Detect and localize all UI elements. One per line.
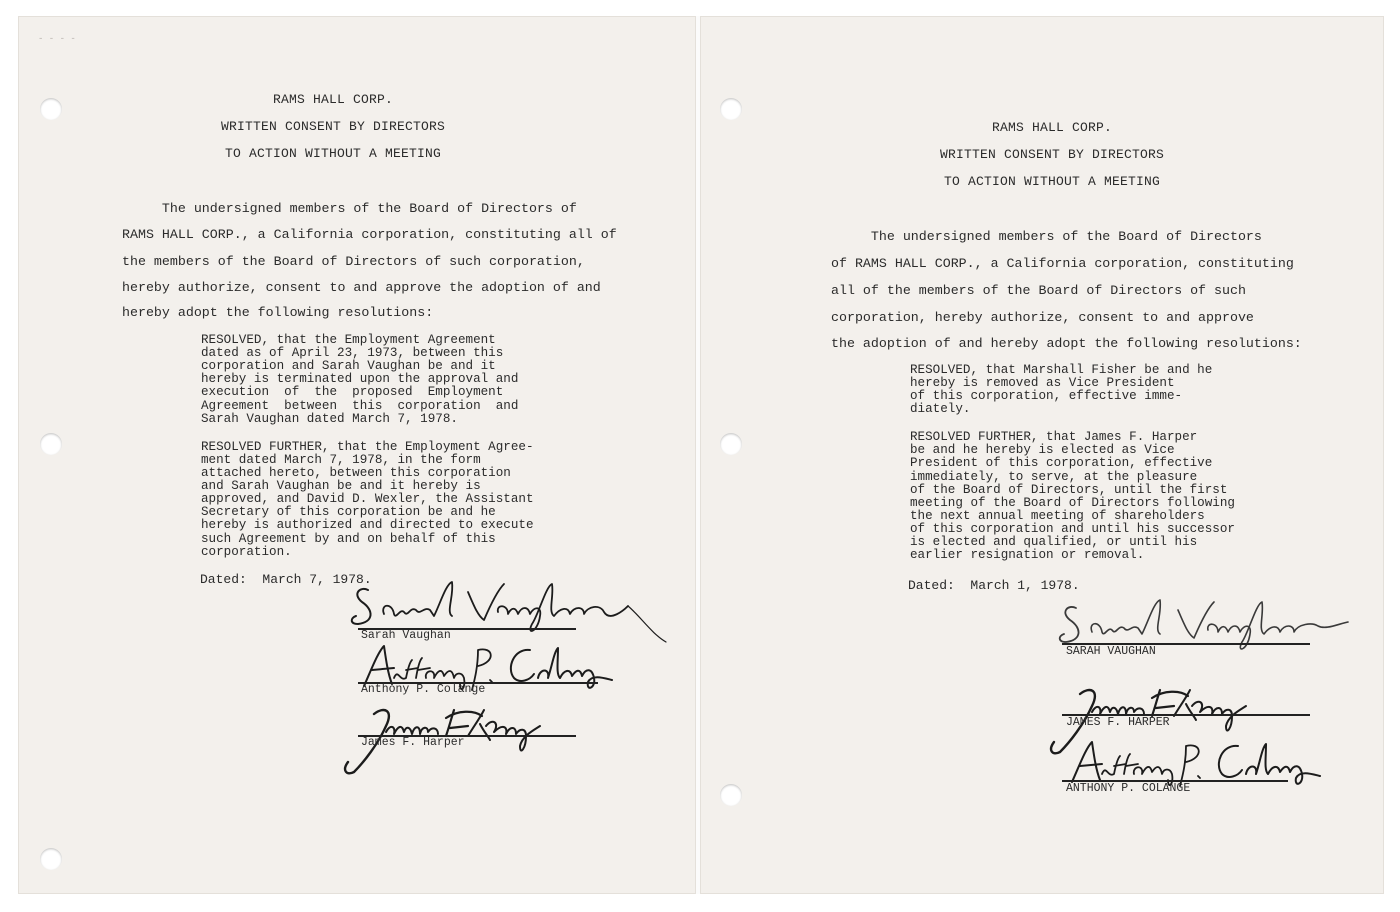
punch-hole (40, 433, 62, 455)
document-page-left (18, 16, 696, 894)
document-page-right (700, 16, 1384, 894)
resolution-line: RESOLVED FURTHER, that the Employment Agree- (201, 440, 534, 454)
resolution-line: hereby is removed as Vice President (910, 376, 1175, 390)
punch-hole (40, 848, 62, 870)
resolution-line: hereby is terminated upon the approval and (201, 372, 519, 386)
signer-name: ANTHONY P. COLANGE (1066, 782, 1191, 795)
resolution-line: ment dated March 7, 1978, in the form (201, 453, 481, 467)
intro-line: corporation, hereby authorize, consent to and approve (831, 310, 1254, 325)
document-subtitle: TO ACTION WITHOUT A MEETING (943, 174, 1161, 189)
resolution-line: and Sarah Vaughan be and it hereby is (201, 479, 481, 493)
signer-name: JAMES F. HARPER (1066, 716, 1170, 729)
punch-hole (720, 784, 742, 806)
resolution-line: of this corporation, effective imme- (910, 389, 1183, 403)
resolution-line: of the Board of Directors, until the first (910, 483, 1228, 497)
resolution-line: President of this corporation, effective (910, 456, 1213, 470)
resolution-line: of this corporation and until his successor (910, 522, 1235, 536)
company-title: RAMS HALL CORP. (272, 92, 394, 107)
corner-mark: - - - - (38, 34, 76, 44)
resolution-line: approved, and David D. Wexler, the Assistant (201, 492, 534, 506)
intro-line: RAMS HALL CORP., a California corporation, constituting all of (122, 227, 617, 242)
signer-name: James F. Harper (361, 736, 465, 749)
intro-line: all of the members of the Board of Directors of such (831, 283, 1246, 298)
intro-line: The undersigned members of the Board of Directors of (122, 201, 577, 216)
document-title: WRITTEN CONSENT BY DIRECTORS (220, 119, 446, 134)
signer-name: Sarah Vaughan (361, 629, 451, 642)
resolution-line: Agreement between this corporation and (201, 399, 519, 413)
intro-line: of RAMS HALL CORP., a California corporation, constituting (831, 256, 1294, 271)
resolution-line: RESOLVED FURTHER, that James F. Harper (910, 430, 1198, 444)
resolution-line: hereby is authorized and directed to execute (201, 518, 534, 532)
resolution-line: dated as of April 23, 1973, between this (201, 346, 504, 360)
resolution-line: corporation. (201, 545, 292, 559)
resolution-line: Secretary of this corporation be and he (201, 505, 496, 519)
resolution-line: be and he hereby is elected as Vice (910, 443, 1175, 457)
resolution-line: corporation and Sarah Vaughan be and it (201, 359, 496, 373)
document-title: WRITTEN CONSENT BY DIRECTORS (939, 147, 1165, 162)
resolution-line: RESOLVED, that the Employment Agreement (201, 333, 496, 347)
intro-line: The undersigned members of the Board of Directors (831, 229, 1262, 244)
dated-line: Dated: March 7, 1978. (200, 572, 372, 587)
resolution-line: Sarah Vaughan dated March 7, 1978. (201, 412, 458, 426)
company-title: RAMS HALL CORP. (991, 120, 1113, 135)
document-subtitle: TO ACTION WITHOUT A MEETING (224, 146, 442, 161)
resolution-line: earlier resignation or removal. (910, 548, 1145, 562)
resolution-line: immediately, to serve, at the pleasure (910, 470, 1198, 484)
dated-line: Dated: March 1, 1978. (908, 578, 1080, 593)
intro-line: the members of the Board of Directors of such corporation, (122, 254, 585, 269)
resolution-line: diately. (910, 402, 971, 416)
signer-name: Anthony P. Colange (361, 683, 486, 696)
resolution-line: meeting of the Board of Directors following (910, 496, 1235, 510)
intro-line: hereby adopt the following resolutions: (122, 305, 434, 320)
resolution-line: execution of the proposed Employment (201, 385, 504, 399)
intro-line: hereby authorize, consent to and approve the adoption of and (122, 280, 601, 295)
resolution-line: such Agreement by and on behalf of this (201, 532, 496, 546)
resolution-line: attached hereto, between this corporation (201, 466, 511, 480)
signer-name: SARAH VAUGHAN (1066, 645, 1156, 658)
punch-hole (720, 433, 742, 455)
punch-hole (720, 98, 742, 120)
resolution-line: the next annual meeting of shareholders (910, 509, 1205, 523)
intro-line: the adoption of and hereby adopt the following resolutions: (831, 336, 1302, 351)
resolution-line: is elected and qualified, or until his (910, 535, 1198, 549)
resolution-line: RESOLVED, that Marshall Fisher be and he (910, 363, 1213, 377)
